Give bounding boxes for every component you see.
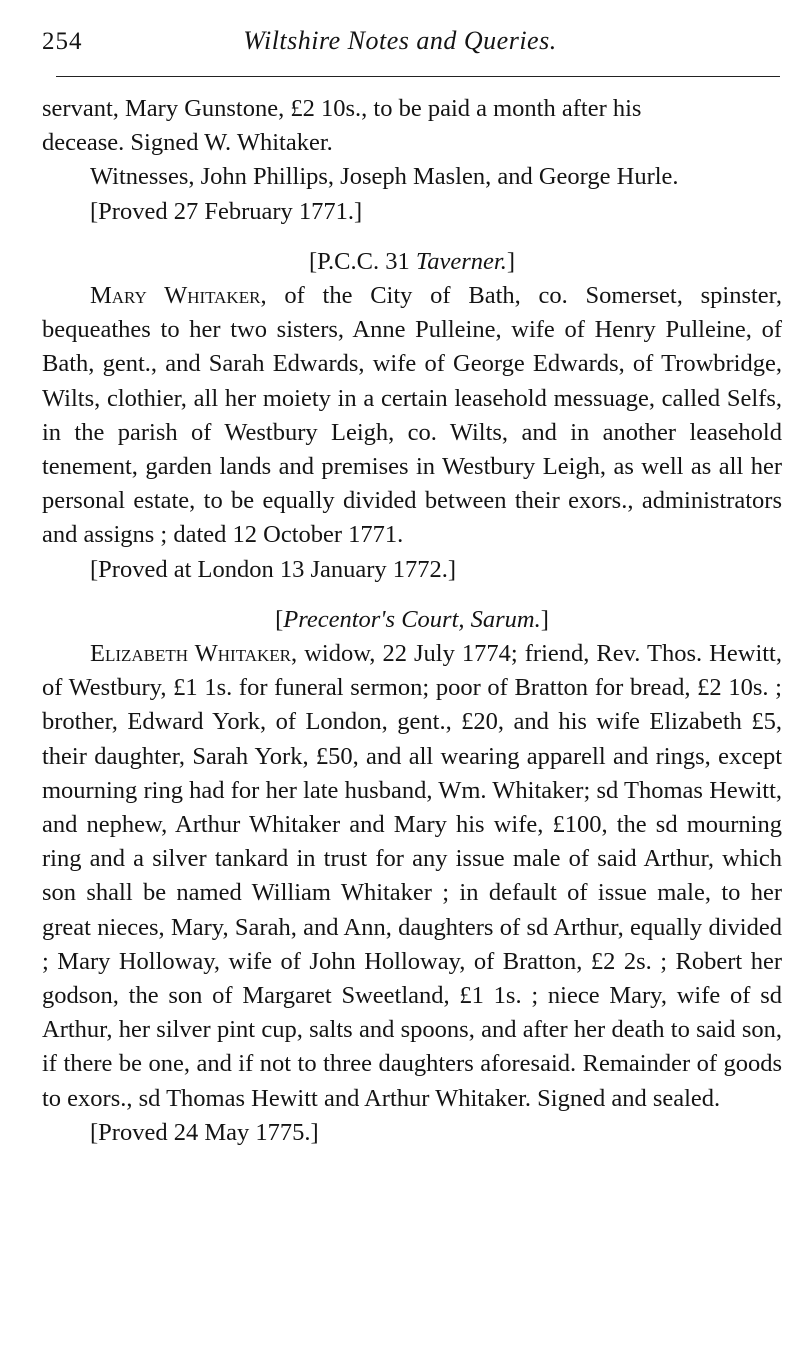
source-reference-2-open: [: [275, 605, 284, 633]
page-header: [42, 24, 758, 64]
proved-note-2: [Proved at London 13 January 1772.]: [90, 555, 457, 583]
source-reference-2-italic: Precentor's Court, Sarum.: [283, 605, 541, 633]
continued-line-1: servant, Mary Gunstone, £2 10s., to be paid a month after his: [42, 95, 642, 122]
source-reference-2: [42, 603, 782, 637]
will-text: , of the City of Bath, co. Somerset, spinster, bequeathes to her two sisters, Anne Pulleine, wife of Henry Pulleine, of Bath, gent., and Sarah Edwards, wife of George Edwards, of Trowbridge, Wilts, clothier, all her moiety in a certain leasehold messuage, called Selfs, in the parish of Westbury Leigh, co. Wilts, and in another leasehold tenement, garden lands and premises in Westbury Leigh, as well as all her personal estate, to be equally divided between their exors., administrators and assigns ; dated 12 October 1771.: [42, 282, 782, 549]
source-reference-1-close: ]: [506, 247, 516, 275]
running-title: Wiltshire Notes and Queries.: [243, 26, 557, 55]
will-entry-elizabeth-whitaker: [42, 637, 782, 1116]
source-reference-1: [42, 245, 782, 279]
witnesses-line: Witnesses, John Phillips, Joseph Maslen, and George Hurle.: [90, 163, 679, 191]
will-text: , widow, 22 July 1774; friend, Rev. Thos. Hewitt, of Westbury, £1 1s. for funeral sermon; poor of Bratton for bread, £2 10s. ; brother, Edward York, of London, gent., £20, and his wife Elizabeth £5, their daughter, Sarah York, £50, and all wearing apparell and rings, except mourning ring had for her late husband, Wm. Whitaker; sd Thomas Hewitt, and nephew, Arthur Whitaker and Mary his wife, £100, the sd mourning ring and a silver tankard in trust for any issue male of said Arthur, which son shall be named William Whitaker ; in default of issue male, to her great nieces, Mary, Sarah, and Ann, daughters of sd Arthur, equally divided ; Mary Holloway, wife of John Holloway, of Bratton, £2 2s. ; Robert her godson, the son of Margaret Sweetland, £1 1s. ; niece Mary, wife of sd Arthur, her silver pint cup, salts and spoons, and after her death to said son, if there be one, and if not to three daughters aforesaid. Remainder of goods to exors., sd Thomas Hewitt and Arthur Whitaker. Signed and sealed.: [42, 640, 782, 1112]
testator-name: Elizabeth Whitaker: [90, 640, 292, 668]
page-number: 254: [42, 28, 83, 55]
body-text: [42, 92, 782, 1150]
source-reference-1-open: [P.C.C. 31: [308, 247, 416, 275]
testator-name: Mary Whitaker: [90, 282, 261, 310]
proved-note-1: [Proved 27 February 1771.]: [90, 197, 363, 225]
source-reference-1-italic: Taverner.: [415, 247, 507, 275]
will-entry-mary-whitaker: [42, 279, 782, 553]
header-rule: [56, 76, 780, 77]
proved-note-3: [Proved 24 May 1775.]: [90, 1118, 319, 1146]
continued-line-2: decease. Signed W. Whitaker.: [42, 129, 333, 157]
source-reference-2-close: ]: [540, 605, 549, 633]
